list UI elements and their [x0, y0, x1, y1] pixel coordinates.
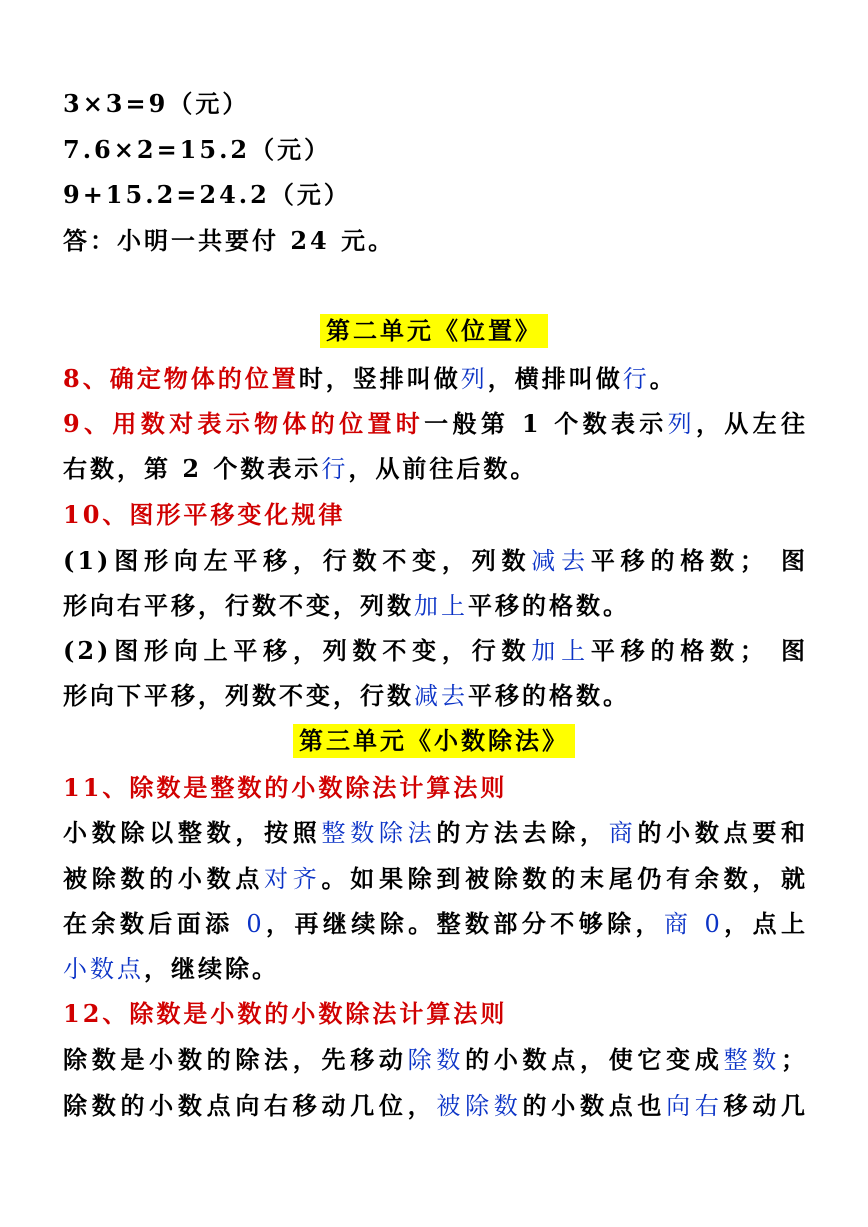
- text: 被除数的小数点: [63, 864, 265, 893]
- item-11-line-1: [63, 818, 808, 848]
- calc-line-1: [63, 89, 808, 119]
- text: 图: [781, 546, 809, 575]
- item-8-title: 8、确定物体的位置: [63, 364, 299, 393]
- item-10-rule-2-line-1: [63, 636, 808, 666]
- text: 的小数点也: [522, 1091, 667, 1120]
- item-10-rule-2-line-2: [63, 681, 808, 711]
- text: 时，竖排叫做: [298, 364, 461, 393]
- text: 形向右平移，行数不变，列数: [63, 591, 414, 620]
- keyword: 加上: [531, 637, 591, 665]
- item-9-line-2: [63, 454, 808, 484]
- text: ，横排叫做: [487, 364, 623, 393]
- keyword: 整数: [723, 1046, 782, 1074]
- unit2-heading-row: [0, 314, 868, 348]
- text: 移动几: [723, 1091, 809, 1120]
- keyword: 整数除法: [321, 819, 437, 847]
- keyword: 列: [667, 410, 696, 438]
- calc-text: 3×3=9（元）: [63, 89, 250, 118]
- text: 的小数点要和: [637, 818, 809, 847]
- item-12-title: [63, 999, 808, 1029]
- text: 一般第 1 个数表示: [424, 409, 668, 438]
- keyword: 对齐: [264, 865, 322, 893]
- keyword: 减去: [414, 682, 468, 710]
- text: 的小数点，使它变成: [465, 1045, 724, 1074]
- unit3-heading-row: [0, 724, 868, 758]
- text: 。如果除到被除数的末尾仍有余数，就: [321, 864, 809, 893]
- item-10-title: [63, 500, 808, 530]
- keyword: 除数: [407, 1046, 466, 1074]
- text: 平移的格数。: [468, 591, 630, 620]
- keyword: 商: [608, 819, 638, 847]
- text: 图: [781, 636, 809, 665]
- keyword: 行: [321, 455, 349, 483]
- text: 形向下平移，列数不变，行数: [63, 681, 414, 710]
- calc-text: 9+15.2=24.2（元）: [63, 180, 351, 209]
- keyword: 加上: [414, 592, 468, 620]
- text: ，从左往: [695, 409, 808, 438]
- keyword: 0: [246, 910, 265, 938]
- answer-line: [63, 226, 808, 256]
- item-11-line-4: [63, 954, 808, 984]
- calc-text: 7.6×2=15.2（元）: [63, 135, 332, 164]
- calc-line-2: [63, 135, 808, 165]
- section-title: 10、图形平移变化规律: [63, 500, 346, 529]
- item-12-line-2: [63, 1091, 808, 1121]
- item-9-title: 9、用数对表示物体的位置时: [63, 409, 425, 438]
- text: (1)图形向左平移，行数不变，列数: [63, 546, 532, 575]
- item-9-line-1: [63, 409, 808, 439]
- item-11-line-3: [63, 909, 808, 939]
- item-8-line: [63, 364, 808, 394]
- text: ，继续除。: [144, 954, 279, 983]
- text: 平移的格数；: [590, 546, 767, 575]
- text: 的方法去除，: [436, 818, 609, 847]
- text: 平移的格数。: [468, 681, 630, 710]
- text: ；: [781, 1045, 809, 1074]
- text: 除数是小数的除法，先移动: [63, 1045, 408, 1074]
- text: 小数除以整数，按照: [63, 818, 322, 847]
- item-11-title: [63, 773, 808, 803]
- calc-line-3: [63, 180, 808, 210]
- item-12-line-1: [63, 1045, 808, 1075]
- section-title: 12、除数是小数的小数除法计算法则: [63, 999, 508, 1028]
- section-title: 11、除数是整数的小数除法计算法则: [63, 773, 508, 802]
- text: 除数的小数点向右移动几位，: [63, 1091, 437, 1120]
- item-10-rule-1-line-1: [63, 546, 808, 576]
- text: (2)图形向上平移，列数不变，行数: [63, 636, 532, 665]
- item-11-line-2: [63, 864, 808, 894]
- text: ，再继续除。整数部分不够除，: [264, 909, 664, 938]
- keyword: 被除数: [436, 1092, 523, 1120]
- keyword: 小数点: [63, 955, 144, 983]
- text: 平移的格数；: [590, 636, 767, 665]
- keyword: 列: [460, 365, 488, 393]
- keyword: 减去: [531, 547, 591, 575]
- text: ，点上: [722, 909, 809, 938]
- keyword: 行: [622, 365, 650, 393]
- text: 右数，第 2 个数表示: [63, 454, 322, 483]
- answer-text: 答：小明一共要付 24 元。: [63, 226, 396, 255]
- keyword: 向右: [666, 1092, 724, 1120]
- keyword: 商 0: [663, 910, 723, 938]
- text: 在余数后面添: [63, 909, 247, 938]
- unit2-heading: 第二单元《位置》: [320, 314, 548, 348]
- unit3-heading: 第三单元《小数除法》: [293, 724, 575, 758]
- text: ，从前往后数。: [348, 454, 538, 483]
- item-10-rule-1-line-2: [63, 591, 808, 621]
- text: 。: [649, 364, 677, 393]
